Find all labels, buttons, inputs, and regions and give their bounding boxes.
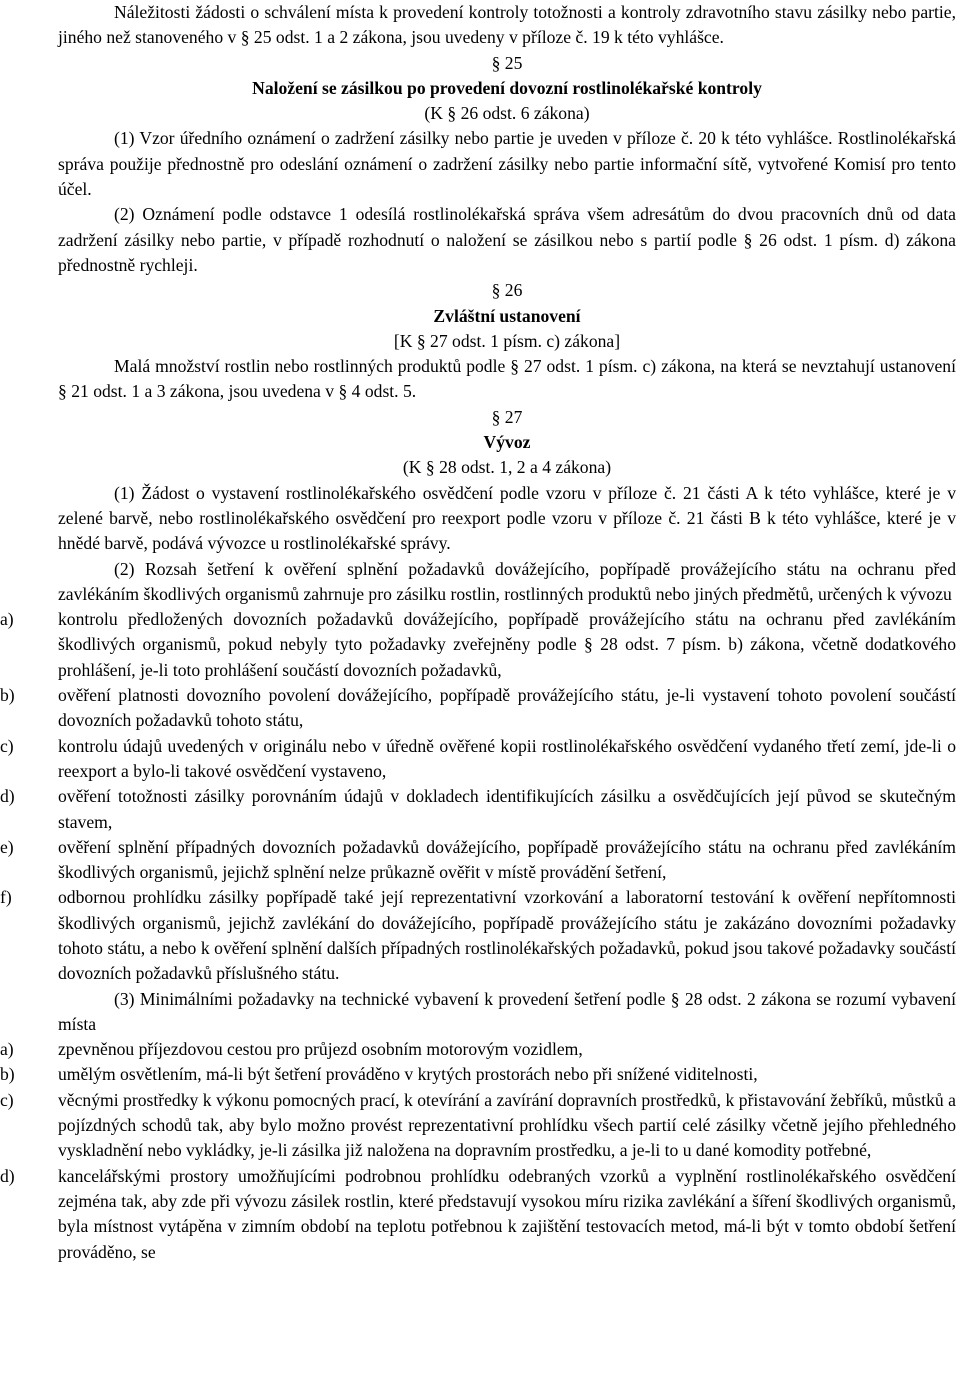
section-27-paragraph-1: (1) Žádost o vystavení rostlinolékařského osvědčení podle vzoru v příloze č. 21 části A k této vyhlášce, které je v zelené barvě, nebo rostlinolékařského osvědčení pro reexport podle vzoru v příloze č. 21 části B k této vyhlášce, které je v hnědé barvě, podává vývozce u rostlinolékařské správy. xyxy=(58,482,956,554)
list-item xyxy=(0,1164,956,1265)
intro-paragraph: Náležitosti žádosti o schválení místa k provedení kontroly totožnosti a kontroly zdravotního stavu zásilky nebo partie, jiného než stanoveného v § 25 odst. 1 a 2 zákona, jsou uvedeny v příloze č. 19 k této vyhlášce. xyxy=(58,2,956,48)
list-item-text: kontrolu údajů uvedených v originálu nebo v úředně ověřené kopii rostlinolékařského osvědčení vydaného třetí zemí, jde-li o reexport a bylo-li takové osvědčení vystaveno, xyxy=(58,735,956,781)
section-27-title: Vývoz xyxy=(483,432,531,453)
section-27-list-3 xyxy=(0,1037,956,1265)
section-27-paragraph-2: (2) Rozsah šetření k ověření splnění požadavků dovážejícího, popřípadě provážejícího státu na ochranu před zavlékáním škodlivých organismů zahrnuje pro zásilku rostlin, rostlinných produktů nebo jiných předmětů, určených k vývozu xyxy=(58,558,956,604)
list-item-label: d) xyxy=(0,786,15,807)
list-item xyxy=(0,683,956,734)
section-25-title: Naložení se zásilkou po provedení dovozní rostlinolékařské kontroly xyxy=(252,77,762,98)
list-item-text: zpevněnou příjezdovou cestou pro průjezd osobním motorovým vozidlem, xyxy=(58,1039,583,1060)
section-27-reference: (K § 28 odst. 1, 2 a 4 zákona) xyxy=(402,457,612,478)
list-item-text: ověření splnění případných dovozních požadavků dovážejícího, popřípadě provážejícího státu na ochranu před zavlékáním škodlivých organismů, jejichž splnění nelze průkazně ověřit v místě provádění šetření, xyxy=(58,836,956,883)
list-item xyxy=(0,1088,956,1164)
section-27-paragraph-3: (3) Minimálními požadavky na technické vybavení k provedení šetření podle § 28 odst. 2 zákona se rozumí vybavení místa xyxy=(58,988,956,1034)
section-26-title: Zvláštní ustanovení xyxy=(433,305,581,326)
section-25-paragraph-2: (2) Oznámení podle odstavce 1 odesílá rostlinolékařská správa všem adresátům do dvou pracovních dnů od data zadržení zásilky nebo partie, v případě rozhodnutí o naložení se zásilkou nebo s partií podle § 26 odst. 1 písm. d) zákona přednostně rychleji. xyxy=(58,204,956,275)
list-item-text: ověření platnosti dovozního povolení dovážejícího, popřípadě provážejícího státu, je-li vystavení tohoto povolení součástí dovozních požadavků tohoto státu, xyxy=(58,685,956,731)
list-item xyxy=(0,1037,956,1062)
list-item-text: odbornou prohlídku zásilky popřípadě také její reprezentativní vzorkování a laboratorní testování k ověření nepřítomnosti škodlivých organismů, jejichž zavlékání do dovážejícího, popřípadě provážejícího státu je zakázáno dovozními požadavky tohoto státu, a nebo k ověření splnění dalších případných rostlinolékařských požadavků, pokud jsou takové požadavky součástí dovozních požadavků příslušného státu. xyxy=(58,887,956,984)
section-26-reference: [K § 27 odst. 1 písm. c) zákona] xyxy=(393,330,621,351)
list-item-label: a) xyxy=(0,1039,14,1060)
section-25-reference: (K § 26 odst. 6 zákona) xyxy=(424,103,590,124)
list-item xyxy=(0,784,956,835)
section-27-list-2 xyxy=(0,607,956,986)
list-item-label: b) xyxy=(0,1064,15,1085)
list-item xyxy=(0,885,956,986)
list-item-label: f) xyxy=(0,887,12,908)
list-item-label: b) xyxy=(0,685,15,706)
section-25-number: § 25 xyxy=(491,52,523,73)
list-item xyxy=(0,1062,956,1087)
list-item-label: c) xyxy=(0,735,14,756)
list-item-text: věcnými prostředky k výkonu pomocných prací, k otevírání a zavírání dopravních prostředků, k přistavování žebříků, můstků a pojízdných schodů tak, aby bylo možno provést reprezentativní prohlídku všech partií celé zásilky včetně jejího přehledného vyskladnění nebo vykládky, je-li zásilka již naložena na dopravním prostředku, a je-li to u dané komodity potřebné, xyxy=(58,1089,956,1161)
section-26-paragraph-1: Malá množství rostlin nebo rostlinných produktů podle § 27 odst. 1 písm. c) zákona, na která se nevztahují ustanovení § 21 odst. 1 a 3 zákona, jsou uvedena v § 4 odst. 5. xyxy=(58,356,956,402)
list-item-label: e) xyxy=(0,836,14,857)
list-item-label: c) xyxy=(0,1089,14,1110)
list-item xyxy=(0,835,956,886)
list-item-text: kontrolu předložených dovozních požadavků dovážejícího, popřípadě provážejícího státu na ochranu před zavlékáním škodlivých organismů, pokud nebyly tyto požadavky zveřejněny podle § 28 odst. 7 písm. b) zákona, včetně dodatkového prohlášení, je-li toto prohlášení součástí dovozních požadavků, xyxy=(58,609,956,680)
list-item-text: ověření totožnosti zásilky porovnáním údajů v dokladech identifikujících zásilku a osvědčujících její původ se skutečným stavem, xyxy=(58,786,956,832)
section-25-paragraph-1: (1) Vzor úředního oznámení o zadržení zásilky nebo partie je uveden v příloze č. 20 k této vyhlášce. Rostlinolékařská správa použije přednostně pro odeslání oznámení o zadržení zásilky nebo partie informační sítě, vytvořené Komisí pro tento účel. xyxy=(58,128,956,200)
list-item xyxy=(0,734,956,785)
list-item-label: d) xyxy=(0,1165,15,1186)
list-item-label: a) xyxy=(0,609,14,630)
list-item xyxy=(0,607,956,683)
section-26-number: § 26 xyxy=(491,280,523,301)
list-item-text: kancelářskými prostory umožňujícími podrobnou prohlídku odebraných vzorků a vyplnění rostlinolékařského osvědčení zejména tak, aby zde při vývozu zásilek rostlin, které představují vysokou míru rizika zavlékání a šíření škodlivých organismů, byla místnost vytápěna v zimním období na teplotu potřebnou k zajištění testovacích metod, má-li být v tomto období šetření prováděno, se xyxy=(58,1165,956,1262)
section-27-number: § 27 xyxy=(491,406,523,427)
list-item-text: umělým osvětlením, má-li být šetření prováděno v krytých prostorách nebo při snížené viditelnosti, xyxy=(58,1064,758,1085)
